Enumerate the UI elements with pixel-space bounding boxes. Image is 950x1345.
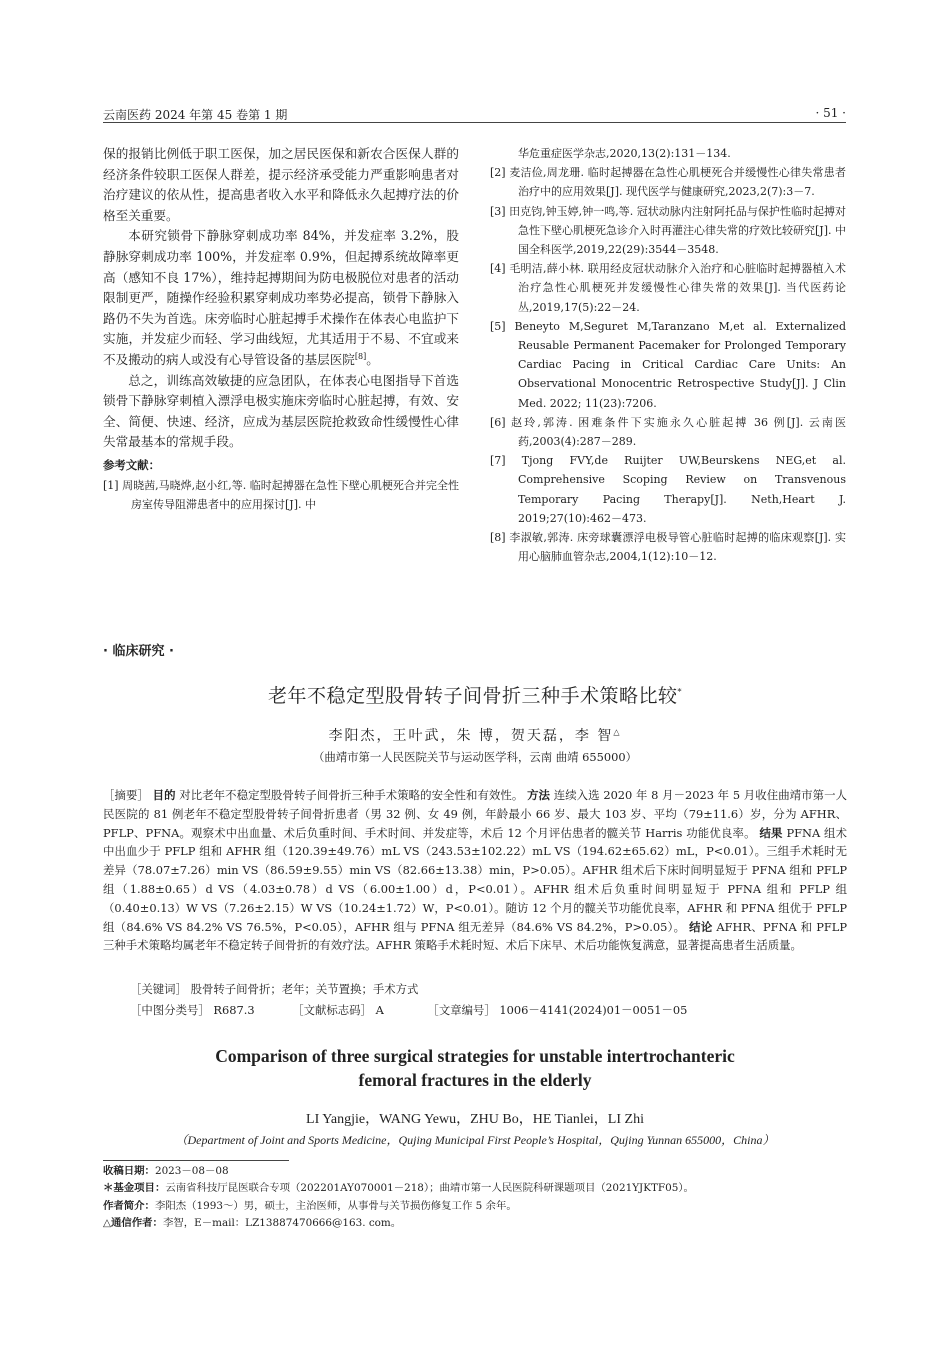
left-column [103,144,459,514]
corresponding-mark: △ [613,727,622,737]
affiliation-en: （Department of Joint and Sports Medicine，Qujing Municipal First People’s Hospital，Qujing Yunnan 655000，China） [175,1133,775,1147]
clc-label: ［中图分类号］ [130,1003,210,1017]
paragraph: 总之，训练高效敏捷的应急团队，在体表心电图指导下首选锁骨下静脉穿刺植入漂浮电极实施床旁临时心脏起搏，有效、安全、简便、快速、经济，应成为基层医院抢救致命性缓慢性心律失常最基本的常规手段。 [103,372,459,450]
title-en-line-1: Comparison of three surgical strategies for unstable intertrochanteric [215,1046,735,1066]
references-heading: 参考文献： [103,457,160,472]
doc-code-value: A [375,1003,384,1017]
article-number-item [427,1002,687,1018]
title-en-line-2: femoral fractures in the elderly [358,1070,592,1090]
keywords [130,981,418,997]
reference-continuation: 华危重症医学杂志,2020,13(2):131－134. [518,147,731,160]
footnotes [103,1163,847,1233]
objective-text: 对比老年不稳定型股骨转子间骨折三种手术策略的安全性和有效性。 [179,788,524,802]
reference-item: [4] 毛明洁,薛小林. 联用经皮冠状动脉介入治疗和心脏临时起搏器植入术治疗急性心肌梗死并发缓慢性心律失常的效果[J]. 当代医药论丛,2019,17(5):22－24. [490,262,846,314]
section-label: · 临床研究 · [103,644,174,659]
keywords-text: 股骨转子间骨折；老年；关节置换；手术方式 [190,982,419,996]
corresponding-value: 李智，E－mail：LZ13887470666@163. com。 [162,1217,402,1230]
right-column [490,144,846,566]
doc-code-label: ［文献标志码］ [292,1003,372,1017]
clc-value: R687.3 [213,1003,255,1017]
paragraph: 保的报销比例低于职工医保，加之居民医保和新农合医保人群的经济条件较职工医保人群差，提示经济承受能力严重影响患者对治疗建议的依从性，提高患者收入水平和降低永久起搏疗法的价格至关重要。 [103,146,459,223]
conclusion-text: AFHR、PFNA 和 PFLP 三种手术策略均属老年不稳定转子间骨折的有效疗法。AFHR 策略手术耗时短、术后下床早、术后功能恢复满意，显著提高患者生活质量。 [103,919,848,953]
author-bio-label: 作者简介： [103,1199,155,1212]
clc-item [130,1002,255,1018]
reference-item: [2] 麦洁俭,周龙珊. 临时起搏器在急性心肌梗死合并缓慢性心律失常患者治疗中的应用效果[J]. 现代医学与健康研究,2023,2(7):3－7. [490,166,846,199]
footnote-rule [103,1160,289,1161]
received-date [103,1163,847,1180]
page-number: · 51 · [815,106,846,120]
paragraph-text: 本研究锁骨下静脉穿刺成功率 84%，并发症率 3.2%，股静脉穿刺成功率 100%，并发症率 0.9%，但起搏系统故障率更高（感知不良 17%），维持起搏期间为防电极脱位对患者的活动限制更严，随操作经验积累穿刺成功率势必提高，锁骨下静脉入路仍不失为首选。床旁临时心脏起搏手术操作在体表心电监护下实施，并发症少而轻、学习曲线短，尤其适用于不易、不宜或来不及搬动的病人或没有心导管设备的基层医院 [103,228,459,367]
method-text: 连续入选 2020 年 8 月－2023 年 5 月收住曲靖市第一人民医院的 81 例老年不稳定型股骨转子间骨折患者（男 32 例、女 49 例，年龄最小 66 岁、最大 103 岁、平均（79±11.6）岁，分为 AFHR、PFLP、PFNA。观察术中出血量、术后负重时间、手术时间、并发症等，术后 12 个月评估患者的髋关节 Harris 功能优良率。 [103,788,847,840]
affiliation-cn: （曲靖市第一人民医院关节与运动医学科，云南 曲靖 655000） [312,750,638,764]
result-label: 结果 [759,825,783,840]
running-header [103,105,846,123]
authors-en: LI Yangjie，WANG Yewu，ZHU Bo，HE Tianlei，LI Zhi [306,1112,644,1127]
paragraph [103,226,459,370]
received-value: 2023－08－08 [154,1165,229,1177]
authors-cn [0,725,950,745]
conclusion-label: 结论 [689,919,713,934]
corresponding-author [103,1215,847,1232]
classification-line [130,1002,850,1018]
doc-code-item [292,1002,384,1018]
title-text: 老年不稳定型股骨转子间骨折三种手术策略比较 [267,685,678,707]
reference-item: [7] Tjong FVY,de Ruijter UW,Beurskens NEG,et al. Comprehensive Scoping Review on Transvenous Temporary Pacing Therapy[J]. Neth,Heart J. 2019;27(10):462－473. [490,454,846,525]
abstract [103,786,847,955]
method-label: 方法 [527,788,551,802]
objective-label: 目的 [152,788,176,802]
fund-mark: * [677,687,682,697]
citation-link[interactable]: [8] [354,351,367,361]
fund-label: ＊基金项目： [103,1182,166,1195]
reference-item: [3] 田克钧,钟玉婷,钟一鸣,等. 冠状动脉内注射阿托品与保护性临时起搏对急性下壁心肌梗死急诊介入时再灌注心律失常的疗效比较研究[J]. 中国全科医学,2019,22(29):3544－3548. [490,204,846,257]
reference-item: [6] 赵玲,郭涛. 困难条件下实施永久心脏起搏 36 例[J]. 云南医药,2003(4):287－289. [490,415,846,449]
reference-item: [5] Beneyto M,Seguret M,Taranzano M,et al. Externalized Reusable Permanent Pacemaker for Prolonged Temporary Cardiac Pacing in Critical Cardiac Care Units: An Observational Monocentric Retrospective Study[J]. J Clin Med. 2022; 11(23):7206. [490,319,846,410]
author-bio-value: 李阳杰（1993～）男，硕士，主治医师，从事骨与关节损伤修复工作 5 余年。 [154,1199,517,1212]
corresponding-label: △通信作者： [103,1217,163,1230]
received-label: 收稿日期： [103,1165,155,1177]
paragraph-end: 。 [366,351,379,367]
article-number-label: ［文章编号］ [427,1003,496,1017]
journal-issue: 云南医药 2024 年第 45 卷第 1 期 [103,108,288,122]
keywords-label: ［关键词］ [130,982,187,996]
reference-item: [8] 李淑敏,郭涛. 床旁球囊漂浮电极导管心脏临时起搏的临床观察[J]. 实用心脑肺血管杂志,2004,1(12):10－12. [490,531,846,564]
abstract-label: ［摘要］ [103,788,149,802]
article-number-value: 1006－4141(2024)01－0051－05 [499,1003,688,1017]
fund-note [103,1180,847,1197]
article-title-en [0,1044,950,1092]
author-bio [103,1198,847,1215]
author-list: 李阳杰，王叶武，朱 博，贺天磊，李 智 [328,728,614,744]
reference-item: [1] 周晓茜,马晓烨,赵小红,等. 临时起搏器在急性下壁心肌梗死合并完全性房室传导阻滞患者中的应用探讨[J]. 中 [103,478,459,511]
fund-value: 云南省科技厅昆医联合专项（202201AY070001－218）；曲靖市第一人民医院科研课题项目（2021YJKTF05）。 [165,1182,694,1195]
result-text: PFNA 组术中出血少于 PFLP 组和 AFHR 组（120.39±49.76）mL VS（243.53±102.22）mL VS（194.62±65.62）mL，P<0.01）。三组手术耗时无差异（78.07±7.26）min VS（86.59±9.55）min VS（82.66±13.38）min，P>0.05）。AFHR 组术后下床时间明显短于 PFNA 组和 PFLP 组（1.88±0.65）d VS（4.03±0.78）d VS（6.00±1.00）d，P<0.01）。AFHR 组术后负重时间明显短于 PFNA 组和 PFLP 组（0.40±0.13）W VS（7.26±2.15）W VS（10.24±1.72）W，P<0.01）。随访 12 个月的髋关节功能优良率，AFHR 和 PFNA 组优于 PFLP 组（84.6% VS 84.2% VS 76.5%，P<0.05），AFHR 组与 PFNA 组无差异（84.6% VS 84.2%，P>0.05）。 [103,825,847,934]
article-title-cn [0,681,950,708]
